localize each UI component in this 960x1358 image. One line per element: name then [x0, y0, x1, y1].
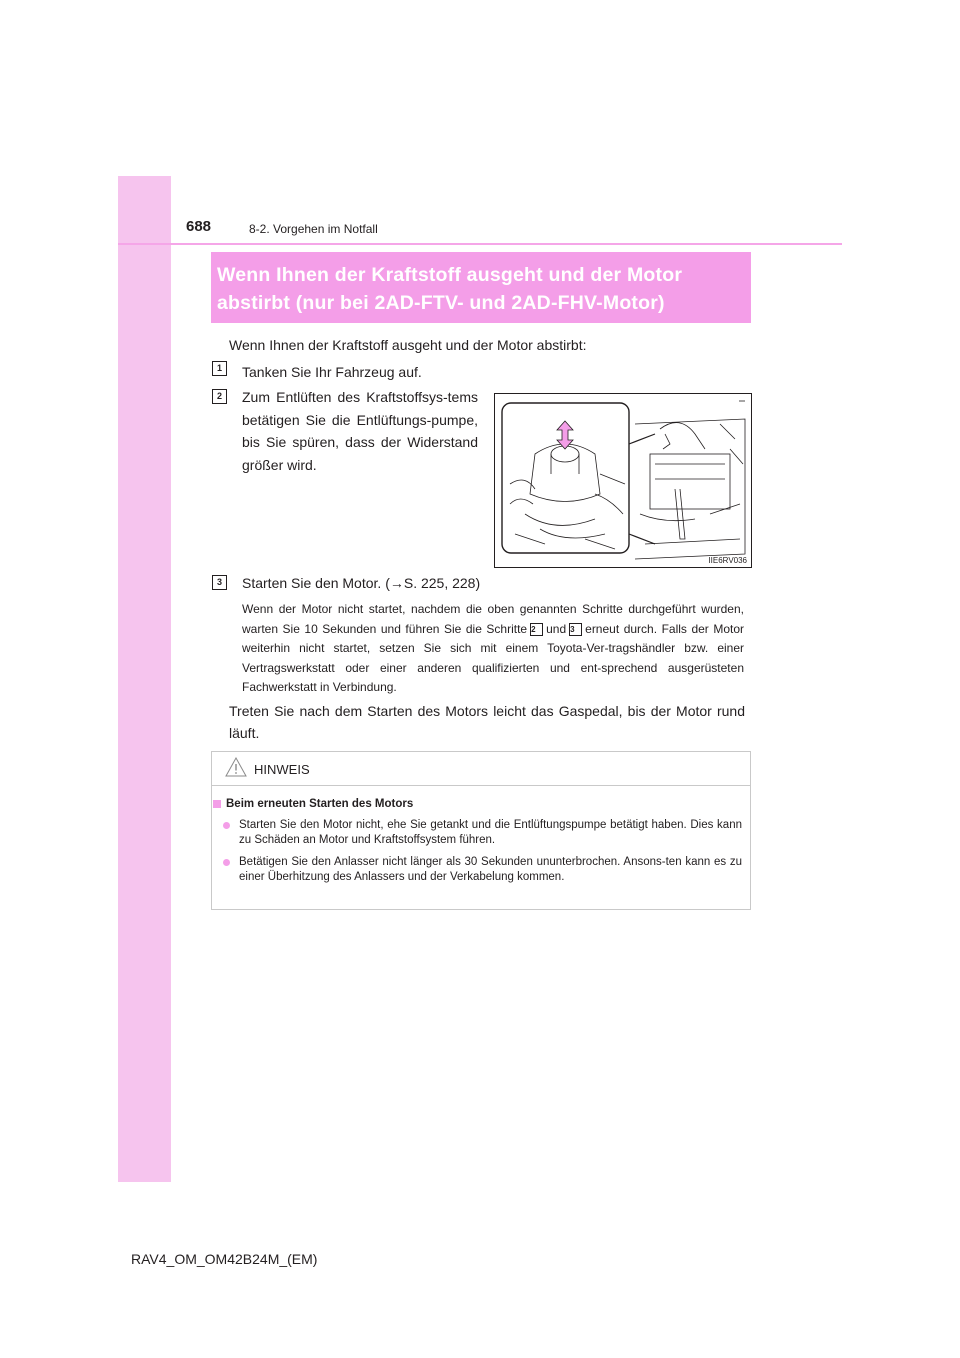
step-ref-2: 2	[530, 623, 543, 636]
hinweis-bullet-text: Starten Sie den Motor nicht, ehe Sie getankt und die Entlüftungspumpe betätigt haben. Dies kann zu Schäden an Motor und Kraftstoffsystem führen.	[239, 819, 742, 846]
hinweis-title: HINWEIS	[254, 762, 310, 777]
note-text-und: und	[546, 621, 567, 636]
step-3-note	[242, 600, 744, 698]
note-text-part-2: erneut durch. Falls der Motor weiterhin nicht startet, setzen Sie sich mit einem Toyota-Ver-tragshändler bzw. einer Vertragswerkstatt oder einer anderen qualifizierten und ent-sprechend ausgerüsteten Fachwerkstatt in Verbindung.	[242, 621, 744, 694]
note-text-part-1: Wenn der Motor nicht startet, nachdem die oben genannten Schritte durchgeführt wurden, warten Sie 10 Sekunden und führen Sie die Schritte	[242, 602, 744, 636]
step-number-1: 1	[212, 361, 227, 376]
step-number-2: 2	[212, 389, 227, 404]
hinweis-subheading-text: Beim erneuten Starten des Motors	[226, 798, 414, 810]
side-band	[118, 176, 171, 1182]
engine-figure	[494, 393, 752, 568]
hinweis-box	[211, 751, 751, 910]
intro-text: Wenn Ihnen der Kraftstoff ausgeht und der Motor abstirbt:	[229, 337, 587, 353]
step-1-text: Tanken Sie Ihr Fahrzeug auf.	[242, 364, 422, 380]
square-bullet-icon	[213, 800, 221, 808]
final-paragraph: Treten Sie nach dem Starten des Motors leicht das Gaspedal, bis der Motor rund läuft.	[229, 703, 745, 741]
hinweis-header	[212, 752, 750, 786]
header-rule	[118, 243, 842, 245]
engine-illustration	[495, 394, 751, 567]
bullet-dot-icon	[223, 859, 230, 866]
hinweis-bullet	[222, 855, 742, 885]
step-2-text: Zum Entlüften des Kraftstoffsys-tems betätigen Sie die Entlüftungs-pumpe, bis Sie spüren, dass der Widerstand größer wird.	[242, 389, 478, 473]
step-number-3: 3	[212, 575, 227, 590]
hinweis-subheading	[212, 798, 413, 810]
figure-code: IIE6RV036	[708, 556, 747, 565]
page-number: 688	[186, 218, 212, 235]
step-ref-3: 3	[569, 623, 582, 636]
footer-doc-code: RAV4_OM_OM42B24M_(EM)	[131, 1251, 318, 1267]
page-title: Wenn Ihnen der Kraftstoff ausgeht und der Motor abstirbt (nur bei 2AD-FTV- und 2AD-FHV-Motor)	[217, 264, 683, 314]
hinweis-bullet-text: Betätigen Sie den Anlasser nicht länger als 30 Sekunden ununterbrochen. Ansons-ten kann es zu einer Überhitzung des Anlassers und der Verkabelung kommen.	[239, 856, 742, 883]
section-label: 8-2. Vorgehen im Notfall	[249, 222, 378, 236]
hinweis-bullet	[222, 818, 742, 848]
bullet-dot-icon	[223, 822, 230, 829]
warning-icon	[225, 757, 247, 777]
step-3-text: Starten Sie den Motor. (→S. 225, 228)	[242, 575, 481, 591]
